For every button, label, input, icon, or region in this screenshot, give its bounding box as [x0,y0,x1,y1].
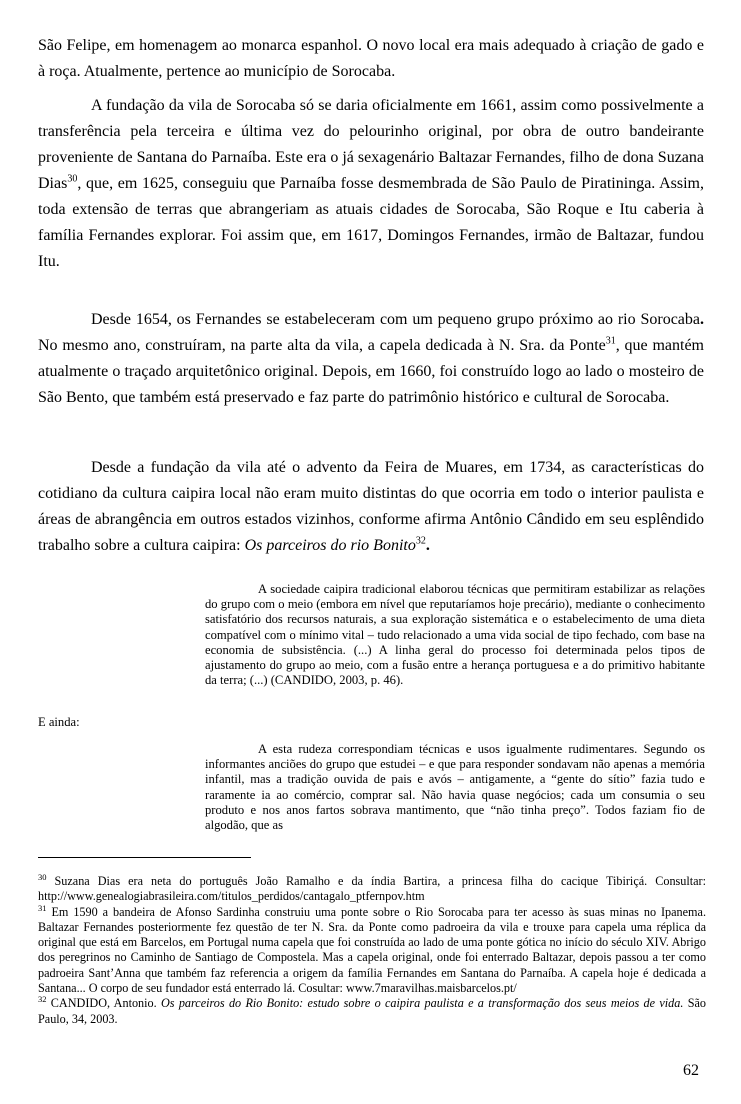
paragraph-1 [38,33,704,85]
paragraph-3-text-c: , que mantém atualmente o traçado arquitetônico original. Depois, em 1660, foi construído logo ao lado o mosteiro de São Bento, que também está preservado e faz parte do patrimônio histórico e cultural de Sorocaba. [38,337,704,406]
block-quote-1 [205,582,705,688]
paragraph-4 [38,455,704,559]
block-quote-2 [205,742,705,833]
footnote-32 [38,996,706,1027]
paragraph-3-text-a: Desde 1654, os Fernandes se estabeleceram com um pequeno grupo próximo ao rio Sorocaba [91,311,700,328]
paragraph-3-bold-period: . [700,311,704,328]
paragraph-2-text-a: A fundação da vila de Sorocaba só se daria oficialmente em 1661, assim como possivelmente a transferência pela terceira e última vez do pelourinho original, por obra de outro bandeirante proveniente de Santana do Parnaíba. Este era o já sexagenário Baltazar Fernandes, filho de dona Suzana Dias [38,97,704,192]
paragraph-3-text-b: No mesmo ano, construíram, na parte alta da vila, a capela dedicada à N. Sra. da Ponte [38,337,606,354]
paragraph-4-end: . [425,537,430,554]
footnote-31-number: 31 [38,902,47,913]
paragraph-4-text-a: Desde a fundação da vila até o advento da Feira de Muares, em 1734, as características do cotidiano da cultura caipira local não eram muito distintas do que ocorria em todo o interior paulista e áreas de abrangência em outros estados vizinhos, conforme afirma Antônio Cândido em seu esplêndido trabalho sobre a cultura caipira: [38,459,704,554]
footnote-30-text: Suzana Dias era neta do português João Ramalho e da índia Bartira, a princesa filha do cacique Tibiriçá. Consultar: http://www.genealogiabrasileira.com/titulos_perdidos/cantagalo_ptfernpov.htm [38,874,706,904]
footnote-32-title: Os parceiros do Rio Bonito: estudo sobre o caipira paulista e a transformação dos seus meios de vida. [160,996,684,1011]
footnote-ref-32[interactable]: 32 [415,535,426,547]
footnote-32-number: 32 [38,994,47,1005]
page-number: 62 [683,1062,699,1079]
footnotes [38,871,706,1027]
footnote-32-text-b: São Paulo, 34, 2003. [38,996,706,1026]
footnote-separator [38,857,251,858]
paragraph-3 [38,307,704,411]
footnote-30 [38,871,706,905]
footnote-30-number: 30 [38,871,47,882]
block-quote-2-text: A esta rudeza correspondiam técnicas e usos igualmente rudimentares. Segundo os informantes anciões do grupo que estudei – e que para responder sondavam não apenas a memória infantil, mas a tradição ouvida de pais e avós – antigamente, a “gente do sítio” fazia tudo e raramente ia ao comércio, comprar sal. Não havia quase negócios; cada um consumia o seu produto e nos anos fartos sobrava mantimento, que “não tinha preço”. Todos faziam fio de algodão, que as [205,742,705,833]
between-quotes-text: E ainda: [38,715,80,729]
footnote-ref-30[interactable]: 30 [67,173,78,185]
block-quote-1-text: A sociedade caipira tradicional elaborou técnicas que permitiram estabilizar as relações do grupo com o meio (embora em nível que reputaríamos hoje precário), mediante o conhecimento satisfatório dos recursos naturais, a sua exploração sistemática e o estabelecimento de uma dieta compatível com o mínimo vital – tudo relacionado a uma vida social de tipo fechado, com base na economia de subsistência. (...) A linha geral do processo foi determinada pelos tipos de ajustamento do grupo ao meio, com a fusão entre a herança portuguesa e a do primitivo habitante da terra; (...) (CANDIDO, 2003, p. 46). [205,582,705,688]
paragraph-1-text: São Felipe, em homenagem ao monarca espanhol. O novo local era mais adequado à criação de gado e à roça. Atualmente, pertence ao município de Sorocaba. [38,37,704,80]
paragraph-2 [38,93,704,275]
paragraph-2-text-b: , que, em 1625, conseguiu que Parnaíba fosse desmembrada de São Paulo de Piratininga. Assim, toda extensão de terras que abrangeriam as atuais cidades de Sorocaba, São Roque e Itu caberia à família Fernandes explorar. Foi assim que, em 1617, Domingos Fernandes, irmão de Baltazar, fundou Itu. [38,175,704,270]
footnote-32-text-a: CANDIDO, Antonio. [46,996,161,1011]
footnote-ref-31[interactable]: 31 [605,335,616,347]
book-title-italic: Os parceiros do rio Bonito [244,537,416,554]
footnote-31 [38,902,706,997]
footnote-31-text: Em 1590 a bandeira de Afonso Sardinha construiu uma ponte sobre o Rio Sorocaba para ter acesso às suas minas no Ipanema. Baltazar Fernandes posteriormente fez questão de ter N. Sra. da Ponte como padroeira da vila e trouxe para capela uma réplica da original que está em Barcelos, em Portugal numa capela que foi construída ao lado de uma ponte gótica no início do século XIV. Abrigo dos peregrinos no Caminho de Santiago de Compostela. Mas a capela original, onde foi enterrado Baltazar, depois passou a ter como padroeira Sant’Anna que também faz referencia a origem da família Fernandes em Santana do Parnaíba. A capela hoje é dedicada a Santana... O corpo de seu fundador está enterrado lá. Cosultar: www.7maravilhas.maisbarcelos.pt/ [38,904,706,996]
